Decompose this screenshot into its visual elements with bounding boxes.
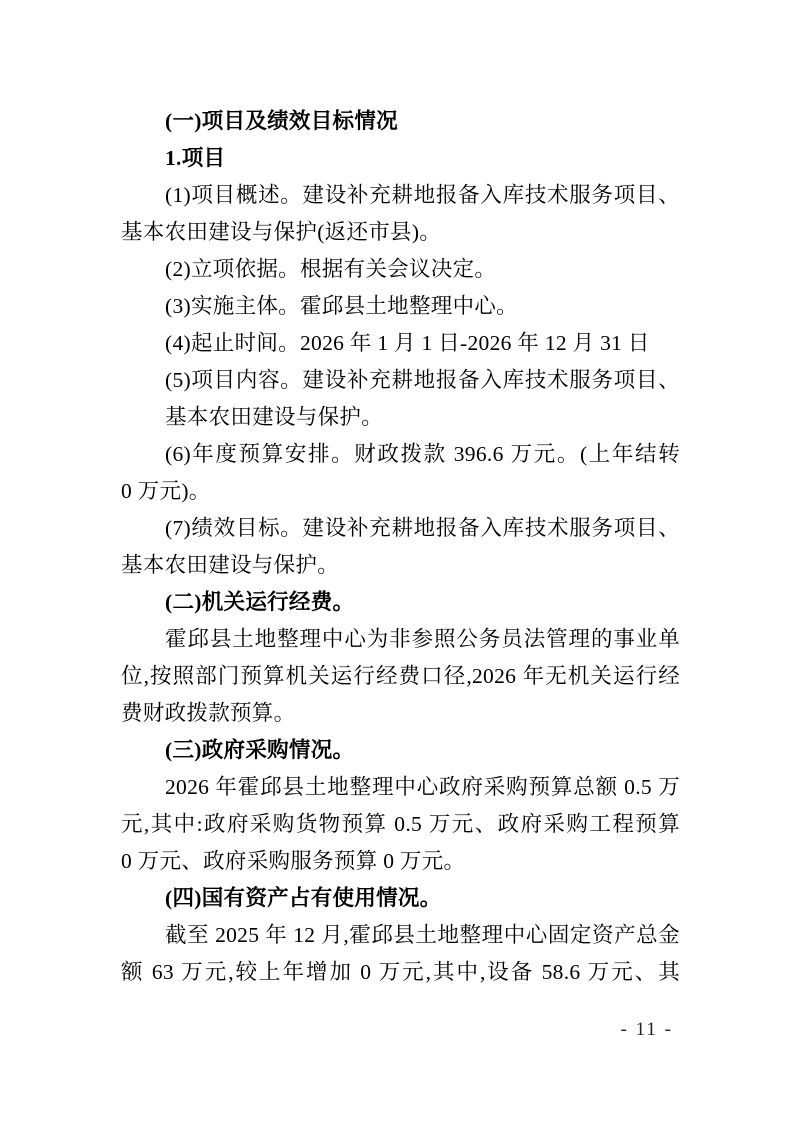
text-line: 位,按照部门预算机关运行经费口径,2026 年无机关运行经 bbox=[121, 664, 680, 688]
text-line: 基本农田建设与保护。 bbox=[121, 553, 340, 577]
text-line: (2)立项依据。根据有关会议决定。 bbox=[165, 257, 497, 281]
text-line: 0 万元)。 bbox=[121, 479, 211, 503]
text-line: 霍邱县土地整理中心为非参照公务员法管理的事业单 bbox=[165, 627, 680, 651]
text-line: 基本农田建设与保护(返还市县)。 bbox=[121, 220, 442, 244]
section-heading-3: (三)政府采购情况。 bbox=[165, 738, 355, 762]
text-line: (6)年度预算安排。财政拨款 396.6 万元。(上年结转 bbox=[165, 442, 680, 466]
text-line: 基本农田建设与保护。 bbox=[165, 405, 384, 429]
document-body bbox=[121, 103, 680, 991]
text-line: 2026 年霍邱县土地整理中心政府采购预算总额 0.5 万 bbox=[165, 775, 680, 799]
text-line: (5)项目内容。建设补充耕地报备入库技术服务项目、 bbox=[165, 368, 680, 392]
section-heading-4: (四)国有资产占有使用情况。 bbox=[165, 886, 442, 910]
text-line: 元,其中:政府采购货物预算 0.5 万元、政府采购工程预算 bbox=[121, 812, 680, 836]
text-line: (3)实施主体。霍邱县土地整理中心。 bbox=[165, 294, 518, 318]
text-line: 截至 2025 年 12 月,霍邱县土地整理中心固定资产总金 bbox=[165, 923, 680, 947]
text-line: 费财政拨款预算。 bbox=[121, 701, 296, 725]
text-line: (7)绩效目标。建设补充耕地报备入库技术服务项目、 bbox=[165, 516, 680, 540]
text-line: 0 万元、政府采购服务预算 0 万元。 bbox=[121, 849, 466, 873]
page-number: - 11 - bbox=[620, 1019, 673, 1040]
text-line: 额 63 万元,较上年增加 0 万元,其中,设备 58.6 万元、其 bbox=[121, 960, 680, 984]
section-heading-2: (二)机关运行经费。 bbox=[165, 590, 355, 614]
section-heading-1: (一)项目及绩效目标情况 bbox=[165, 109, 398, 133]
subsection-heading-project: 1.项目 bbox=[165, 146, 226, 170]
text-line: (4)起止时间。2026 年 1 月 1 日-2026 年 12 月 31 日 bbox=[165, 331, 650, 355]
text-line: (1)项目概述。建设补充耕地报备入库技术服务项目、 bbox=[165, 183, 680, 207]
